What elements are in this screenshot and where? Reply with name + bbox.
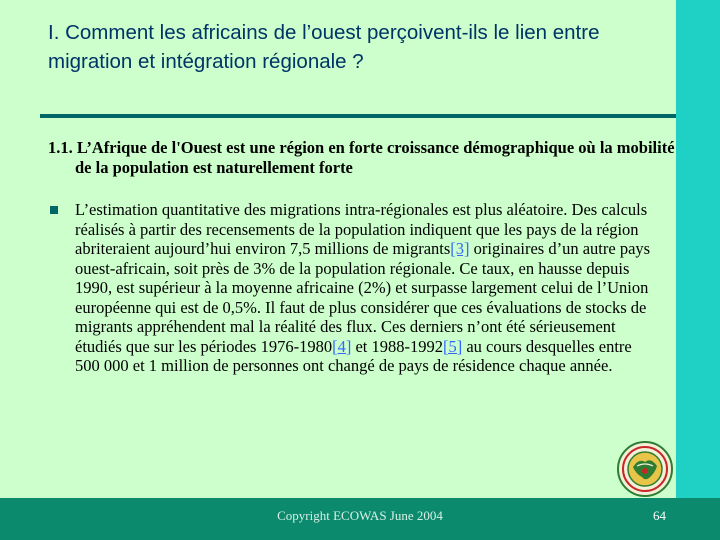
right-accent-stripe: [676, 0, 720, 498]
footnote-link-5[interactable]: [5]: [442, 336, 463, 356]
bullet-text-part-3: et 1988-1992: [351, 336, 443, 356]
section-heading: 1.1. L’Afrique de l'Ouest est une région en forte croissance démographique où la mobilité de la population est naturellement forte: [48, 138, 675, 177]
bullet-text-part-1: L’estimation quantitative des migrations intra-régionales est plus aléatoire. Des calculs réalisés à partir des recensements de la population indiquent que les pays de la région abriteraient aujourd’hui environ 7,5 millions de migrants: [75, 200, 648, 258]
title-divider: [40, 114, 676, 118]
square-bullet-icon: [50, 206, 58, 214]
bullet-text-part-4: au cours desquelles entre 500 000 et 1 million de personnes ont changé de pays de résidence chaque année.: [75, 336, 632, 375]
bullet-item: [48, 200, 658, 376]
footnote-link-4[interactable]: [4]: [332, 336, 352, 356]
slide-title: I. Comment les africains de l’ouest perçoivent-ils le lien entre migration et intégration régionale ?: [48, 21, 600, 73]
bullet-text: [75, 200, 658, 376]
bullet-text-part-2: originaires d’un autre pays ouest-africain, soit près de 3% de la population régionale. Ce taux, en hausse depuis 1990, est supérieur à la moyenne africaine (2%) et surpasse largement celui de l’Union européenne qui est de 0,5%. Il faut de plus considérer que ces évaluations de stocks de migrants appréhendent mal la réalité des flux. Ces derniers n’ont été sérieusement étudiés que sur les périodes 1976-1980: [75, 239, 651, 356]
ecowas-seal-icon: [615, 440, 675, 498]
footnote-link-3[interactable]: [3]: [450, 239, 470, 258]
page-number: 64: [653, 508, 666, 523]
footer-copyright: Copyright ECOWAS June 2004: [277, 508, 443, 523]
